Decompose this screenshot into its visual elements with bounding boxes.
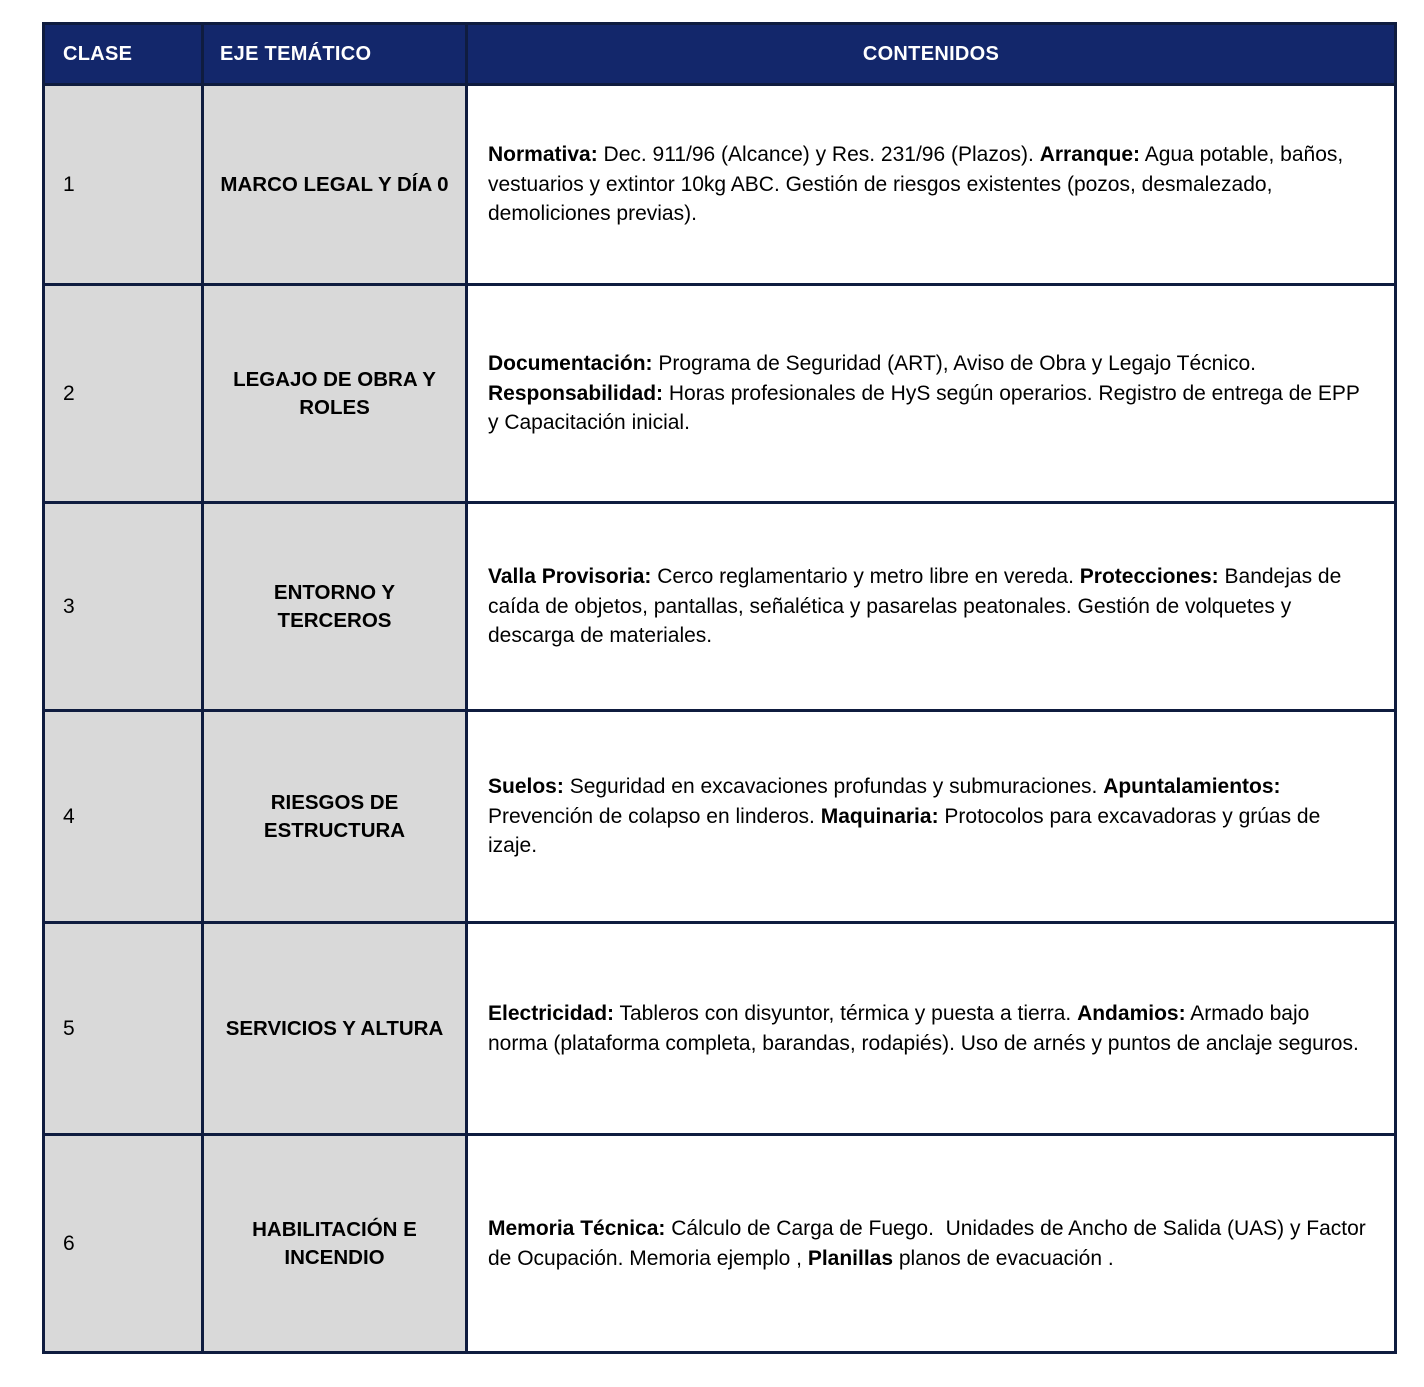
- cell-clase: 1: [44, 85, 203, 285]
- cell-eje-tematico: RIESGOS DE ESTRUCTURA: [203, 711, 467, 923]
- cell-contenidos: Normativa: Dec. 911/96 (Alcance) y Res. 231/96 (Plazos). Arranque: Agua potable, baños, vestuarios y extintor 10kg ABC. Gestión de riesgos existentes (pozos, desmalezado, demoliciones previas).: [467, 85, 1396, 285]
- table-body: [44, 85, 1396, 1353]
- table-row: [44, 285, 1396, 503]
- cell-contenidos: Electricidad: Tableros con disyuntor, térmica y puesta a tierra. Andamios: Armado bajo norma (plataforma completa, barandas, rodapiés). Uso de arnés y puntos de anclaje seguros.: [467, 923, 1396, 1135]
- cell-clase: 6: [44, 1135, 203, 1353]
- cell-contenidos: Documentación: Programa de Seguridad (ART), Aviso de Obra y Legajo Técnico. Responsabilidad: Horas profesionales de HyS según operarios. Registro de entrega de EPP y Capacitación inicial.: [467, 285, 1396, 503]
- column-header-clase: CLASE: [44, 24, 203, 85]
- cell-contenidos: Suelos: Seguridad en excavaciones profundas y submuraciones. Apuntalamientos: Prevención de colapso en linderos. Maquinaria: Protocolos para excavadoras y grúas de izaje.: [467, 711, 1396, 923]
- table-header: [44, 24, 1396, 85]
- column-header-contenidos: CONTENIDOS: [467, 24, 1396, 85]
- table-row: [44, 85, 1396, 285]
- cell-clase: 3: [44, 503, 203, 711]
- cell-clase: 5: [44, 923, 203, 1135]
- cell-clase: 4: [44, 711, 203, 923]
- cell-contenidos: Valla Provisoria: Cerco reglamentario y metro libre en vereda. Protecciones: Bandejas de caída de objetos, pantallas, señalética y pasarelas peatonales. Gestión de volquetes y descarga de materiales.: [467, 503, 1396, 711]
- cell-eje-tematico: SERVICIOS Y ALTURA: [203, 923, 467, 1135]
- cell-eje-tematico: HABILITACIÓN E INCENDIO: [203, 1135, 467, 1353]
- cell-clase: 2: [44, 285, 203, 503]
- column-header-eje-tematico: EJE TEMÁTICO: [203, 24, 467, 85]
- cell-eje-tematico: MARCO LEGAL Y DÍA 0: [203, 85, 467, 285]
- cell-contenidos: Memoria Técnica: Cálculo de Carga de Fuego. Unidades de Ancho de Salida (UAS) y Factor de Ocupación. Memoria ejemplo , Planillas planos de evacuación .: [467, 1135, 1396, 1353]
- table-row: [44, 503, 1396, 711]
- cell-eje-tematico: LEGAJO DE OBRA Y ROLES: [203, 285, 467, 503]
- cell-eje-tematico: ENTORNO Y TERCEROS: [203, 503, 467, 711]
- table-row: [44, 923, 1396, 1135]
- table-row: [44, 1135, 1396, 1353]
- table-header-row: [44, 24, 1396, 85]
- table-row: [44, 711, 1396, 923]
- syllabus-table: [42, 22, 1397, 1354]
